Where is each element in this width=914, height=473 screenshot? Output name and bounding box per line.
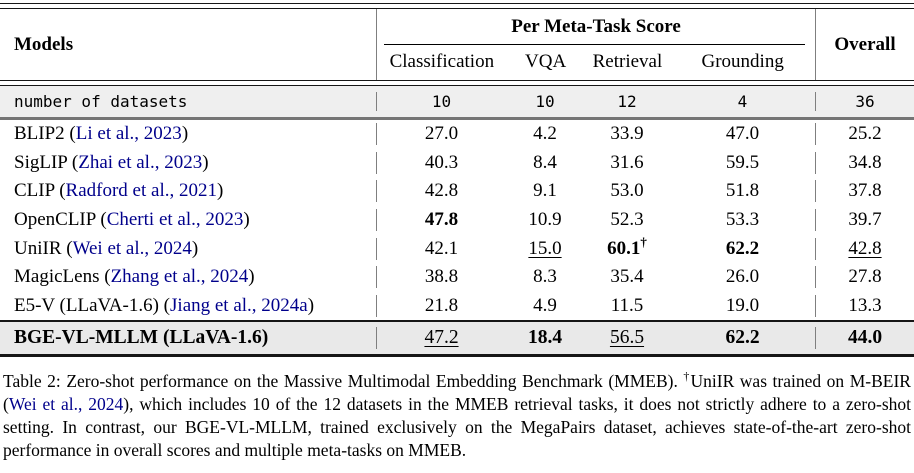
score-cell: 9.1	[533, 180, 557, 202]
score-cell: 53.3	[725, 208, 760, 230]
score-cell-best: 44.0	[815, 327, 914, 349]
model-name: SigLIP (	[14, 151, 79, 173]
header-per-meta-task-score: Per Meta-Task Score	[511, 15, 681, 37]
model-cell	[0, 238, 376, 260]
dagger-footnote-marker: †	[640, 234, 647, 250]
caption-text: UniIR was trained on M-BEIR (	[3, 370, 911, 414]
score-cell: 35.4	[610, 266, 644, 288]
paren: )	[202, 151, 209, 173]
score-cell: 8.3	[533, 266, 557, 288]
score-cell: 59.5	[725, 151, 760, 173]
score-cell-best: 60.1†	[607, 234, 647, 259]
model-name: CLIP (	[14, 180, 66, 202]
header-grounding: Grounding	[701, 51, 784, 72]
table-header	[0, 9, 914, 80]
table-row-blip2	[0, 120, 914, 149]
citation-link[interactable]: Cherti et al., 2023	[106, 208, 244, 230]
score-cell: 33.9	[610, 122, 644, 144]
score-cell-best: 47.8	[376, 209, 506, 231]
score-cell: 19.0	[725, 294, 760, 316]
paren: )	[216, 180, 224, 202]
paren: )	[243, 208, 250, 230]
caption-text: Table 2: Zero-shot performance on the Massive Multimodal Embedding Benchmark (MMEB).	[3, 370, 684, 391]
header-vqa: VQA	[525, 51, 567, 72]
score-cell: 42.1	[376, 238, 506, 260]
score-cell: 53.0	[610, 180, 644, 202]
model-cell	[0, 152, 376, 174]
score-cell: 39.7	[815, 209, 914, 231]
header-subcolumns	[377, 45, 815, 79]
dagger-footnote-marker: †	[683, 368, 691, 383]
table-caption	[0, 370, 914, 463]
score-cell: 31.6	[610, 151, 644, 173]
citation-link[interactable]: Zhai et al., 2023	[78, 151, 203, 173]
score-cell: 11.5	[610, 294, 644, 316]
score-cell-best: 62.2	[725, 237, 760, 259]
citation-link[interactable]: Wei et al., 2024	[72, 237, 192, 259]
table-row-e5v	[0, 292, 914, 321]
score-cell: 42.8	[376, 180, 506, 202]
score-cell: 40.3	[376, 152, 506, 174]
score-cell-best: 62.2	[725, 327, 760, 348]
datasets-count-classification: 10	[376, 92, 506, 111]
datasets-count-retrieval: 12	[617, 91, 637, 111]
citation-link[interactable]: Jiang et al., 2024a	[170, 294, 308, 316]
model-cell	[0, 180, 376, 202]
score-cell: 4.9	[533, 294, 557, 316]
model-name: MagicLens (	[14, 266, 111, 288]
header-models: Models	[14, 33, 74, 55]
model-name: UniIR (	[14, 237, 73, 259]
score-cell-second: 15.0	[528, 237, 562, 259]
score-cell: 27.8	[815, 266, 914, 288]
datasets-count-vqa: 10	[535, 91, 555, 111]
caption-text: ), which includes 10 of the 12 datasets in the MMEB retrieval tasks, it does not strictly adhere to a zero-shot setting. In contrast, our BGE-VL-MLLM, trained exclusively on the MegaPairs dataset, achieves state-of-the-art zero-shot performance in overall scores and multiple meta-tasks on MMEB.	[3, 393, 911, 461]
model-name: E5-V (LLaVA-1.6) (	[14, 294, 171, 316]
header-classification: Classification	[389, 51, 495, 72]
header-overall: Overall	[815, 9, 914, 80]
table-row-unir	[0, 234, 914, 263]
score-cell: 10.9	[528, 208, 562, 230]
score-cell-second: 42.8	[815, 238, 914, 260]
paren: )	[181, 122, 189, 144]
header-meta-task-group	[376, 9, 815, 80]
paren: )	[248, 266, 255, 288]
citation-link[interactable]: Radford et al., 2021	[65, 180, 217, 202]
table-row-clip	[0, 177, 914, 206]
score-cell: 27.0	[376, 123, 506, 145]
score-cell-second: 56.5	[609, 327, 645, 348]
citation-link[interactable]: Wei et al., 2024	[8, 393, 124, 414]
table-row-bge-vl-mllm	[0, 322, 914, 354]
datasets-count-row	[0, 86, 914, 117]
score-cell: 26.0	[725, 266, 760, 288]
table-row-openclip	[0, 206, 914, 235]
datasets-count-overall: 36	[815, 92, 914, 111]
model-name: BLIP2 (	[14, 122, 76, 144]
score-cell: 47.0	[725, 122, 760, 144]
header-retrieval: Retrieval	[592, 51, 663, 72]
score-cell: 13.3	[815, 295, 914, 317]
citation-link[interactable]: Li et al., 2023	[75, 122, 182, 144]
score-cell: 25.2	[815, 123, 914, 145]
score-cell: 38.8	[376, 266, 506, 288]
score-cell: 34.8	[815, 152, 914, 174]
score-cell-best: 18.4	[527, 327, 563, 348]
datasets-count-grounding: 4	[737, 91, 748, 111]
table-row-siglip	[0, 148, 914, 177]
score-cell: 37.8	[815, 180, 914, 202]
paren: )	[191, 237, 199, 259]
score-cell: 21.8	[376, 295, 506, 317]
score-cell: 52.3	[610, 208, 644, 230]
model-cell	[0, 266, 376, 288]
model-name: OpenCLIP (	[14, 208, 107, 230]
model-cell: BGE-VL-MLLM (LLaVA-1.6)	[14, 327, 269, 348]
model-cell	[0, 209, 376, 231]
score-cell: 8.4	[533, 151, 557, 173]
table-bottom-rule	[0, 354, 914, 357]
score-cell-second: 47.2	[376, 327, 506, 349]
model-cell	[0, 295, 376, 317]
score-cell: 51.8	[725, 180, 760, 202]
citation-link[interactable]: Zhang et al., 2024	[110, 266, 249, 288]
score-cell: 4.2	[533, 122, 557, 144]
model-cell	[0, 123, 376, 145]
table-row-magiclens	[0, 263, 914, 292]
paren: )	[307, 294, 315, 316]
datasets-row-label: number of datasets	[14, 91, 188, 111]
